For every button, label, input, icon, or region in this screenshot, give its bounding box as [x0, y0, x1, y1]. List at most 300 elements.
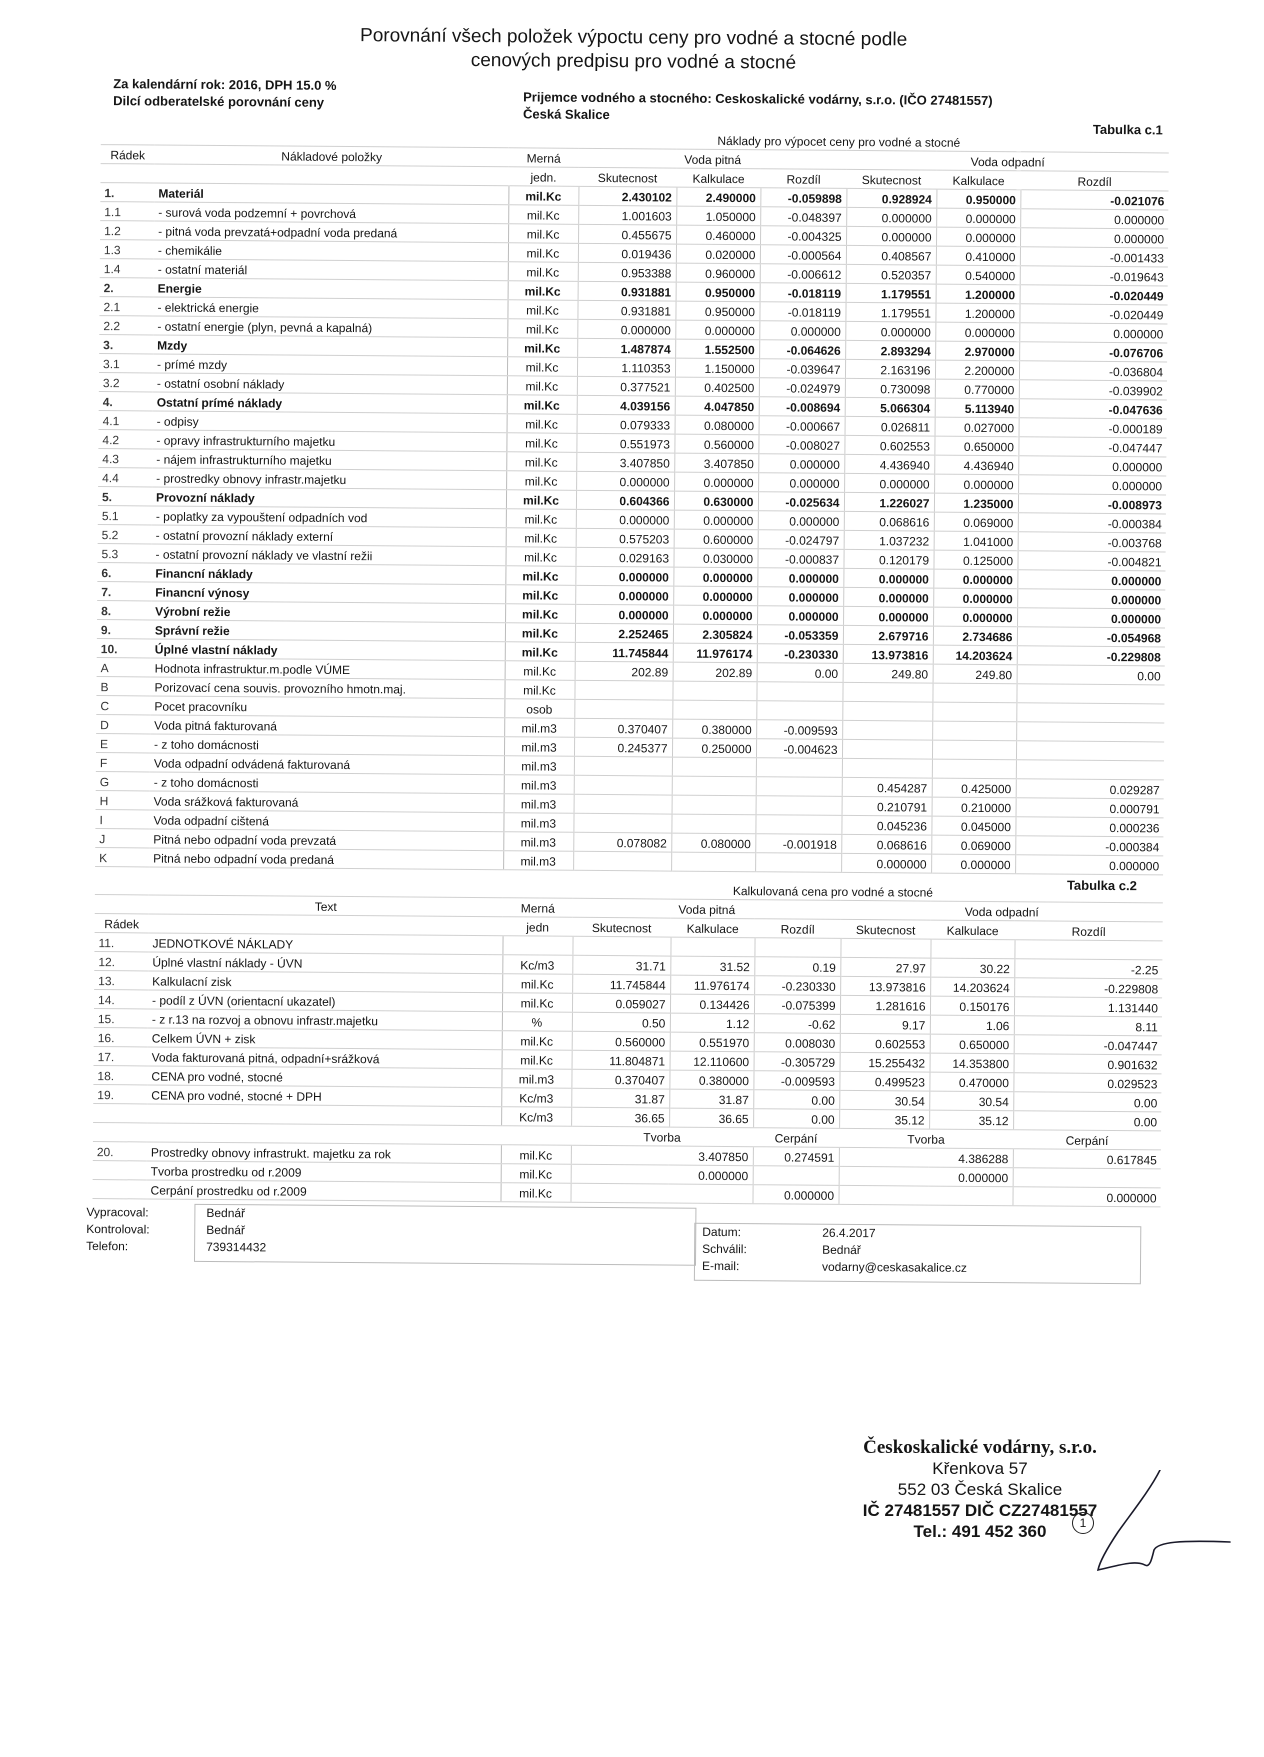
- row-value: 0.210000: [932, 797, 1016, 817]
- row-value: 1.235000: [934, 493, 1018, 513]
- row-value: 0.377521: [577, 376, 675, 396]
- row-number: 9.: [97, 620, 151, 639]
- row-value: 0.540000: [936, 265, 1020, 285]
- row-value: 2.734686: [933, 626, 1017, 646]
- row-value: 0.134426: [670, 994, 754, 1014]
- row-value: -0.021076: [1020, 190, 1168, 210]
- row-unit: mil.Kc: [505, 566, 575, 586]
- col-pitna-kalk: Kalkulace: [676, 168, 760, 188]
- row-unit: [502, 936, 572, 956]
- datum-label: Datum:: [702, 1224, 741, 1240]
- row-value: [574, 699, 672, 719]
- row-value: 0.125000: [933, 550, 1017, 570]
- row-value: [572, 936, 670, 956]
- row-name: Voda pitná fakturovaná: [150, 715, 504, 737]
- row-value: -0.004325: [760, 226, 846, 246]
- row-value: 202.89: [673, 662, 757, 682]
- row-name: Voda odpadní cištená: [149, 810, 503, 832]
- row-name: Tvorba prostredku od r.2009: [147, 1161, 501, 1183]
- row-unit: mil.m3: [501, 1069, 571, 1089]
- row-number: D: [96, 715, 150, 734]
- row-unit: mil.m3: [504, 794, 574, 814]
- row-unit: mil.m3: [504, 737, 574, 757]
- row-value: 2.490000: [676, 187, 760, 207]
- row-value: -0.047636: [1019, 399, 1167, 419]
- row-value: [671, 814, 755, 834]
- row-value: [932, 740, 1016, 760]
- row-unit: mil.Kc: [506, 528, 576, 548]
- row-value: -0.62: [754, 1014, 840, 1034]
- row-value: 0.950000: [675, 301, 759, 321]
- row-value: 0.120179: [843, 549, 933, 569]
- row-value: 0.600000: [674, 529, 758, 549]
- row-value: [932, 683, 1016, 703]
- row-name: - ostatní provozní náklady ve vlastní režii: [151, 544, 505, 566]
- row-value: 0.078082: [573, 832, 671, 852]
- row-value: 0.370407: [571, 1069, 669, 1089]
- row-value: 0.029287: [1016, 779, 1164, 799]
- place-line: Česká Skalice: [522, 106, 610, 123]
- row-number: 1.1: [100, 202, 154, 221]
- row-value: 1.179551: [846, 283, 936, 303]
- row-value: 0.000000: [843, 606, 933, 626]
- row-value: 0.604366: [576, 490, 674, 510]
- row-value: 2.679716: [843, 625, 933, 645]
- row-value: 14.203624: [930, 977, 1014, 997]
- stamp-city: 552 03 Česká Skalice: [897, 1480, 1063, 1499]
- row-value: 0.770000: [935, 379, 1019, 399]
- row-value: 3.407850: [674, 453, 758, 473]
- row-number: 5.3: [97, 544, 151, 563]
- row-value: [573, 813, 671, 833]
- row-name: Pitná nebo odpadní voda prevzatá: [149, 829, 503, 851]
- row-value: -0.019643: [1020, 266, 1168, 286]
- row-value: 0.551970: [670, 1032, 754, 1052]
- col-pitna-rozdil: Rozdíl: [760, 169, 846, 189]
- row-value: [755, 853, 841, 873]
- row-name: Pocet pracovníku: [150, 696, 504, 718]
- row-value: 0.602553: [844, 435, 934, 455]
- row-value: 0.931881: [578, 281, 676, 301]
- row-value: 5.066304: [845, 397, 935, 417]
- row-name: Voda odpadní odvádená fakturovaná: [150, 753, 504, 775]
- table2-label: Tabulka c.2: [1066, 877, 1137, 894]
- row-number: J: [95, 829, 149, 848]
- row-number: 12.: [94, 952, 148, 971]
- col-unit-2: jedn.: [508, 167, 578, 187]
- subtitle-line: Dilcí odberatelské porovnání ceny: [113, 93, 325, 110]
- row-value: 0.000000: [575, 604, 673, 624]
- stamp-number-mark: 1: [1072, 1512, 1094, 1534]
- col-odpadni-tvorba: Tvorba: [839, 1128, 1013, 1148]
- row-value: 0.000000: [575, 585, 673, 605]
- row-unit: mil.Kc: [505, 623, 575, 643]
- row-value: 0.000000: [757, 587, 843, 607]
- row-name: - prostredky obnovy infrastr.majetku: [152, 468, 506, 490]
- row-number: 4.2: [98, 430, 152, 449]
- col2-pitna-skut: Skutecnost: [573, 917, 671, 937]
- price-table: [92, 876, 1163, 1207]
- row-name: Kalkulacní zisk: [148, 971, 502, 993]
- footer-left: [86, 1204, 266, 1256]
- row-value: [574, 794, 672, 814]
- row-number: B: [96, 677, 150, 696]
- row-value: 0.901632: [1014, 1054, 1162, 1074]
- row-value: 0.551973: [576, 433, 674, 453]
- row-value: [574, 756, 672, 776]
- row-number: 7.: [97, 582, 151, 601]
- row-value: 0.950000: [676, 282, 760, 302]
- row-unit: Kc/m3: [501, 1107, 571, 1127]
- row-value: 0.000000: [673, 605, 757, 625]
- row-value: 0.000000: [933, 588, 1017, 608]
- fund-pitna-tvorba: 0.000000: [571, 1164, 753, 1184]
- row-value: 0.460000: [676, 225, 760, 245]
- row-value: [932, 702, 1016, 722]
- row-value: [842, 739, 932, 759]
- row-value: 0.425000: [932, 778, 1016, 798]
- row-value: 0.000000: [934, 474, 1018, 494]
- row-value: 0.045236: [841, 815, 931, 835]
- fund-pitna-tvorba: [570, 1183, 752, 1203]
- row-value: 0.029523: [1013, 1073, 1161, 1093]
- row-value: 0.000000: [1017, 608, 1165, 628]
- title-line-1: Porovnání všech položek výpoctu ceny pro vodné a stocné podle: [359, 25, 908, 51]
- row-value: 0.408567: [846, 245, 936, 265]
- row-value: 30.54: [839, 1090, 929, 1110]
- fund-odpadni-tvorba: 4.386288: [839, 1147, 1013, 1167]
- row-number: [93, 1161, 147, 1180]
- row-unit: mil.Kc: [507, 376, 577, 396]
- footer-left-box: [194, 1204, 696, 1266]
- row-name: Ostatní prímé náklady: [153, 392, 507, 414]
- row-number: 3.2: [99, 373, 153, 392]
- row-name: - ostatní energie (plyn, pevná a kapalná): [153, 316, 507, 338]
- schvalil-label: Schválil:: [702, 1241, 747, 1257]
- row-value: 4.436940: [934, 455, 1018, 475]
- row-value: -0.008027: [758, 435, 844, 455]
- col-text: Text: [149, 895, 503, 917]
- row-value: 0.000000: [931, 854, 1015, 874]
- fund-odpadni-tvorba: [838, 1185, 1012, 1205]
- stamp-ids: IČ 27481557 DIČ CZ27481557: [862, 1501, 1098, 1520]
- row-value: -0.003768: [1018, 532, 1166, 552]
- row-value: 0.000000: [936, 227, 1020, 247]
- footer-right: [702, 1224, 967, 1277]
- row-value: 0.470000: [929, 1072, 1013, 1092]
- row-number: H: [96, 791, 150, 810]
- email-value: vodarny@ceskasakalice.cz: [821, 1259, 967, 1275]
- telefon-label: Telefon:: [86, 1238, 129, 1254]
- row-value: 0.000000: [936, 208, 1020, 228]
- row-value: 0.380000: [669, 1070, 753, 1090]
- fund-pitna-tvorba: 3.407850: [571, 1145, 753, 1165]
- row-value: [756, 682, 842, 702]
- row-value: -0.075399: [754, 995, 840, 1015]
- row-name: Úplné vlastní náklady - ÚVN: [148, 952, 502, 974]
- row-name: Materiál: [154, 183, 508, 205]
- row-name: Financní výnosy: [151, 582, 505, 604]
- cost-items-table: [95, 126, 1169, 875]
- row-value: 0.370407: [574, 718, 672, 738]
- row-unit: mil.Kc: [506, 471, 576, 491]
- row-name: Prostredky obnovy infrastrukt. majetku za rok: [147, 1142, 501, 1164]
- row-number: [92, 1180, 146, 1199]
- row-unit: mil.Kc: [506, 433, 576, 453]
- row-value: -0.009593: [756, 720, 842, 740]
- kontroloval-value: Bednář: [206, 1222, 246, 1238]
- row-name: - nájem infrastrukturního majetku: [152, 449, 506, 471]
- row-name: - chemikálie: [154, 240, 508, 262]
- row-value: -0.229808: [1017, 646, 1165, 666]
- row-value: 0.00: [1013, 1111, 1161, 1131]
- row-value: 0.00: [753, 1090, 839, 1110]
- row-value: 1.487874: [577, 338, 675, 358]
- row-value: [670, 937, 754, 957]
- col-odpadni-kalk: Kalkulace: [936, 170, 1020, 190]
- row-number: 3.: [99, 335, 153, 354]
- row-value: 0.410000: [936, 246, 1020, 266]
- row-value: [1016, 722, 1164, 742]
- row-value: 35.12: [929, 1110, 1013, 1130]
- row-value: 27.97: [840, 957, 930, 977]
- row-unit: %: [502, 1012, 572, 1032]
- row-number: 18.: [93, 1066, 147, 1085]
- row-value: [842, 682, 932, 702]
- row-value: -0.018119: [759, 302, 845, 322]
- row-value: 0.068616: [844, 511, 934, 531]
- row-value: 0.650000: [930, 1034, 1014, 1054]
- row-value: 2.252465: [575, 623, 673, 643]
- row-name: Pitná nebo odpadní voda predaná: [149, 848, 503, 870]
- row-value: 0.602553: [840, 1033, 930, 1053]
- row-number: 10.: [97, 639, 151, 658]
- row-value: -0.039902: [1019, 380, 1167, 400]
- col2-odpadni: Voda odpadní: [841, 900, 1163, 922]
- row-value: 0.000000: [933, 569, 1017, 589]
- row-value: -0.039647: [759, 359, 845, 379]
- row-value: 1.281616: [840, 995, 930, 1015]
- row-value: 0.000000: [675, 320, 759, 340]
- row-value: -0.053359: [757, 625, 843, 645]
- row-unit: osob: [504, 699, 574, 719]
- fund-pitna-cerpani: 0.274591: [753, 1147, 839, 1167]
- row-value: 15.255432: [840, 1052, 930, 1072]
- row-value: 0.068616: [841, 834, 931, 854]
- row-unit: mil.Kc: [508, 186, 578, 206]
- row-value: 0.560000: [674, 434, 758, 454]
- row-value: [671, 852, 755, 872]
- row-number: A: [97, 658, 151, 677]
- row-value: 0.245377: [574, 737, 672, 757]
- row-value: 0.000000: [1020, 228, 1168, 248]
- row-number: F: [96, 753, 150, 772]
- row-name: - podíl z ÚVN (orientacní ukazatel): [148, 990, 502, 1012]
- row-value: 0.000000: [575, 566, 673, 586]
- row-number: E: [96, 734, 150, 753]
- row-unit: mil.m3: [504, 775, 574, 795]
- row-unit: mil.Kc: [502, 974, 572, 994]
- row-value: [754, 938, 840, 958]
- row-value: 0.029163: [575, 547, 673, 567]
- row-value: 1.150000: [675, 358, 759, 378]
- col-pitna: Voda pitná: [579, 148, 847, 169]
- row-number: 4.: [99, 392, 153, 411]
- row-value: 31.87: [669, 1089, 753, 1109]
- title-line-2: cenových predpisu pro vodné a stocné: [470, 49, 797, 74]
- row-value: 2.430102: [578, 186, 676, 206]
- row-value: 9.17: [840, 1014, 930, 1034]
- row-unit: mil.Kc: [508, 205, 578, 225]
- row-value: 0.000000: [841, 853, 931, 873]
- row-value: 0.045000: [931, 816, 1015, 836]
- row-value: 36.65: [669, 1108, 753, 1128]
- row-number: 4.3: [98, 449, 152, 468]
- row-value: 0.19: [754, 957, 840, 977]
- row-value: 0.455675: [578, 224, 676, 244]
- row-value: 0.080000: [675, 415, 759, 435]
- row-value: -0.000667: [759, 416, 845, 436]
- handwritten-signature: [1090, 1470, 1240, 1580]
- col-radek: Rádek: [101, 145, 155, 164]
- row-unit: mil.Kc: [508, 243, 578, 263]
- col2-odpadni-kalk: Kalkulace: [931, 920, 1015, 940]
- row-unit: mil.m3: [503, 851, 573, 871]
- row-value: -0.230330: [757, 644, 843, 664]
- row-value: 0.000791: [1016, 798, 1164, 818]
- row-value: 0.960000: [676, 263, 760, 283]
- row-number: 1.2: [100, 221, 154, 240]
- row-value: 30.54: [929, 1091, 1013, 1111]
- row-value: -0.047447: [1014, 1035, 1162, 1055]
- row-number: 17.: [94, 1047, 148, 1066]
- row-value: [573, 851, 671, 871]
- row-name: Mzdy: [153, 335, 507, 357]
- table2-body: [93, 933, 1162, 1131]
- col-odpadni-skut: Skutecnost: [846, 169, 936, 189]
- row-value: 0.027000: [935, 417, 1019, 437]
- row-number: [93, 1104, 147, 1123]
- row-value: 36.65: [571, 1107, 669, 1127]
- row-value: 0.080000: [671, 833, 755, 853]
- row-value: [1016, 703, 1164, 723]
- row-unit: mil.Kc: [508, 262, 578, 282]
- row-value: 1.001603: [578, 205, 676, 225]
- stamp-tel: Tel.: 491 452 360: [913, 1522, 1047, 1541]
- row-value: 0.000000: [844, 473, 934, 493]
- row-value: 0.650000: [934, 436, 1018, 456]
- col-unit-1: Merná: [509, 148, 579, 168]
- row-value: 2.305824: [673, 624, 757, 644]
- row-value: 12.110600: [670, 1051, 754, 1071]
- row-unit: mil.Kc: [506, 490, 576, 510]
- row-value: 0.575203: [576, 528, 674, 548]
- col-pitna-skut: Skutecnost: [578, 167, 676, 187]
- row-value: 13.973816: [840, 976, 930, 996]
- row-value: 0.000000: [576, 471, 674, 491]
- row-name: - odpisy: [153, 411, 507, 433]
- row-unit: mil.Kc: [502, 993, 572, 1013]
- row-value: -2.25: [1014, 959, 1162, 979]
- row-name: - z toho domácnosti: [150, 734, 504, 756]
- row-value: 31.71: [572, 955, 670, 975]
- row-value: 35.12: [839, 1109, 929, 1129]
- row-value: 0.026811: [845, 416, 935, 436]
- row-value: 14.203624: [933, 645, 1017, 665]
- row-value: -0.009593: [753, 1071, 839, 1091]
- row-name: CENA pro vodné, stocné + DPH: [147, 1085, 501, 1107]
- fund-pitna-cerpani: 0.000000: [752, 1185, 838, 1205]
- row-value: 0.019436: [578, 243, 676, 263]
- row-value: -0.001433: [1020, 247, 1168, 267]
- row-name: Financní náklady: [151, 563, 505, 585]
- row-unit: mil.Kc: [505, 661, 575, 681]
- row-unit: mil.Kc: [500, 1183, 570, 1203]
- col2-unit-1: Merná: [503, 898, 573, 918]
- row-value: 1.200000: [935, 303, 1019, 323]
- recipient-line: Prijemce vodného a stocného: Ceskoskalické vodárny, s.r.o. (IČO 27481557): [523, 89, 993, 109]
- row-value: 249.80: [933, 664, 1017, 684]
- row-value: -0.076706: [1019, 342, 1167, 362]
- row-unit: mil.Kc: [501, 1164, 571, 1184]
- row-value: 2.200000: [935, 360, 1019, 380]
- row-value: 0.000000: [577, 319, 675, 339]
- row-number: 5.: [98, 487, 152, 506]
- col-odpadni-cerpani: Cerpání: [1013, 1130, 1161, 1150]
- row-value: [1016, 741, 1164, 761]
- row-unit: mil.Kc: [506, 509, 576, 529]
- row-value: 30.22: [930, 958, 1014, 978]
- row-value: 0.000000: [1020, 209, 1168, 229]
- row-value: [755, 815, 841, 835]
- row-value: 0.00: [1017, 665, 1165, 685]
- row-value: [756, 758, 842, 778]
- row-name: - surová voda podzemní + povrchová: [154, 202, 508, 224]
- row-value: [1014, 940, 1162, 960]
- col-odpadni: Voda odpadní: [847, 150, 1169, 172]
- row-name: Provozní náklady: [152, 487, 506, 509]
- row-unit: mil.Kc: [504, 680, 574, 700]
- row-value: 0.000000: [1017, 589, 1165, 609]
- col2-pitna-kalk: Kalkulace: [671, 918, 755, 938]
- row-value: 0.950000: [936, 189, 1020, 209]
- row-number: 14.: [94, 990, 148, 1009]
- row-number: G: [96, 772, 150, 791]
- row-unit: mil.Kc: [507, 300, 577, 320]
- row-value: [672, 795, 756, 815]
- row-value: 0.008030: [754, 1033, 840, 1053]
- row-value: 0.059027: [572, 993, 670, 1013]
- row-unit: mil.Kc: [502, 1050, 572, 1070]
- col2-radek: Rádek: [95, 914, 149, 933]
- row-unit: mil.Kc: [505, 642, 575, 662]
- row-value: -0.036804: [1019, 361, 1167, 381]
- row-value: -0.020449: [1020, 285, 1168, 305]
- row-value: 0.402500: [675, 377, 759, 397]
- row-value: [672, 700, 756, 720]
- row-value: [672, 681, 756, 701]
- row-value: 0.150176: [930, 996, 1014, 1016]
- row-unit: mil.Kc: [507, 414, 577, 434]
- row-value: 1.110353: [577, 357, 675, 377]
- col-pitna-cerpani: Cerpání: [753, 1128, 839, 1148]
- document-title: [303, 24, 963, 77]
- row-value: 4.436940: [844, 454, 934, 474]
- row-unit: Kc/m3: [501, 1088, 571, 1108]
- row-value: 0.000000: [674, 472, 758, 492]
- row-number: 2.: [100, 278, 154, 297]
- row-value: 0.000000: [758, 473, 844, 493]
